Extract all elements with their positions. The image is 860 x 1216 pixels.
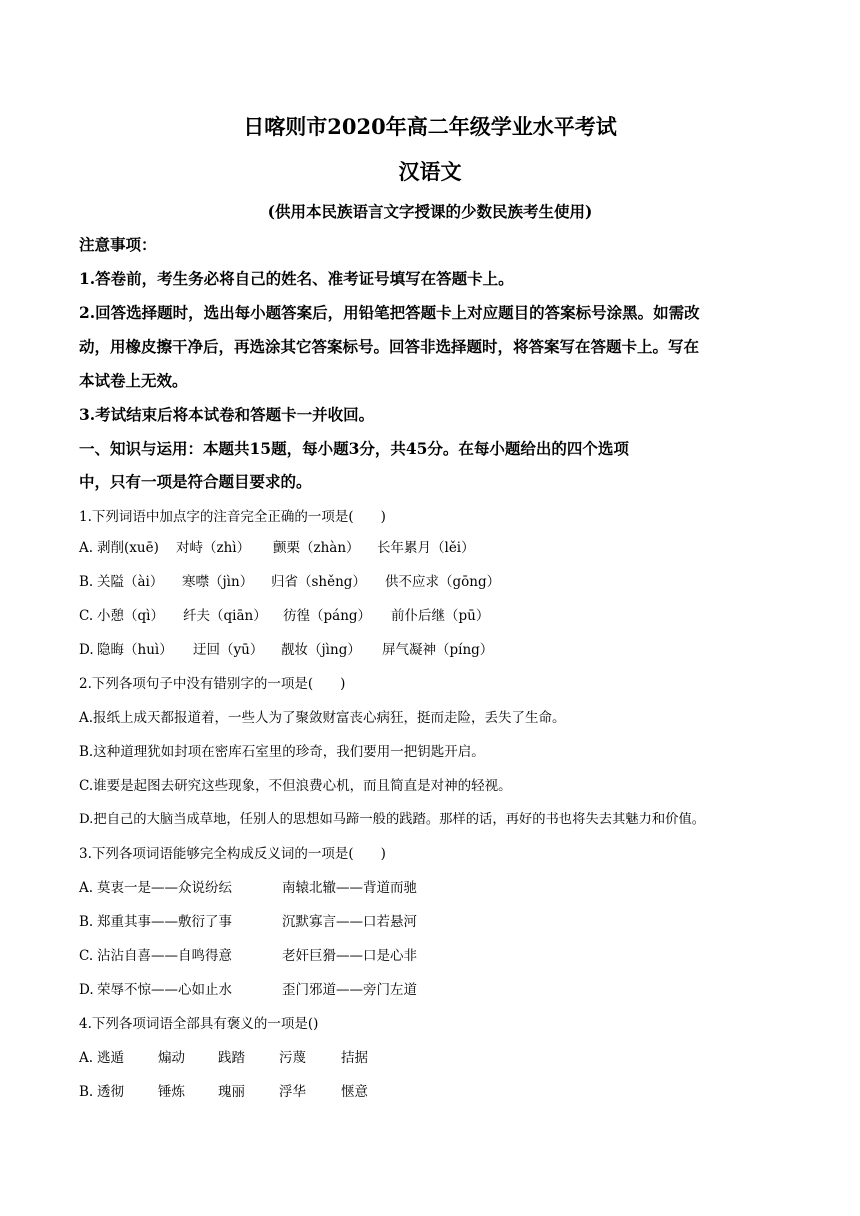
question-3-option-b (79, 911, 417, 933)
question-1-option-d (79, 639, 493, 661)
option-word: 供不应求（gōng） (385, 574, 501, 590)
question-3-option-a (79, 877, 417, 899)
option-letter: A. (79, 540, 94, 556)
question-1-option-b (79, 571, 500, 593)
option-word: 前仆后继（pū） (391, 608, 490, 624)
question-1-stem: 1.下列词语中加点字的注音完全正确的一项是( ) (79, 509, 386, 525)
question-1-option-a (79, 537, 475, 559)
option-pair: 莫衷一是——众说纷纭 (97, 880, 232, 896)
option-letter: D. (79, 982, 94, 998)
option-word: 践踏 (218, 1050, 245, 1066)
option-pair: 沾沾自喜——自鸣得意 (97, 948, 232, 964)
subject-title: 汉语文 (398, 159, 462, 184)
question-2-stem: 2.下列各项句子中没有错别字的一项是( ) (79, 676, 346, 692)
option-word: 瑰丽 (218, 1084, 245, 1100)
question-1-option-c (79, 605, 489, 627)
option-word: 靓妆（jìng） (281, 642, 361, 658)
option-word: 屏气凝神（píng） (382, 642, 494, 658)
option-word: 污蔑 (279, 1050, 306, 1066)
instruction-item-1: 1.答卷前，考生务必将自己的姓名、准考证号填写在答题卡上。 (79, 269, 514, 288)
option-word: 迂回（yū） (193, 642, 264, 658)
instruction-item-2-line-3: 本试卷上无效。 (79, 371, 188, 390)
option-word: 煽动 (158, 1050, 185, 1066)
option-letter: B. (79, 574, 94, 590)
question-4-option-a (79, 1047, 368, 1069)
instruction-item-3: 3.考试结束后将本试卷和答题卡一并收回。 (79, 405, 375, 424)
option-pair: 沉默寡言——口若悬河 (282, 914, 417, 930)
question-2-option-b: B.这种道理犹如封项在密库石室里的珍奇，我们要用一把钥匙开启。 (79, 744, 485, 760)
option-letter: A. (79, 880, 94, 896)
question-3-option-c (79, 945, 417, 967)
option-word: 拮据 (341, 1050, 368, 1066)
option-word: 惬意 (341, 1084, 368, 1100)
option-pair: 老奸巨猾——口是心非 (282, 948, 417, 964)
instructions-heading: 注意事项： (79, 235, 157, 254)
option-word: 归省（shěng） (271, 574, 366, 590)
option-pair: 荣辱不惊——心如止水 (97, 982, 232, 998)
option-pair: 南辕北辙——背道而驰 (282, 880, 417, 896)
instruction-item-2-line-2: 动，用橡皮擦干净后，再选涂其它答案标号。回答非选择题时，将答案写在答题卡上。写在 (79, 337, 700, 356)
option-letter: C. (79, 608, 94, 624)
option-word: 关隘（ài） (97, 574, 164, 590)
option-word: 对峙（zhì） (176, 540, 251, 556)
question-3-option-d (79, 979, 417, 1001)
option-word: 小憩（qì） (97, 608, 164, 624)
option-letter: C. (79, 948, 94, 964)
question-2-option-a: A.报纸上成天都报道着，一些人为了聚敛财富丧心病狂，挺而走险，丢失了生命。 (79, 710, 566, 726)
option-word: 颤栗（zhàn） (273, 540, 360, 556)
question-4-option-b (79, 1081, 368, 1103)
option-pair: 郑重其事——敷衍了事 (97, 914, 232, 930)
option-word: 彷徨（páng） (283, 608, 372, 624)
option-word: 逃遁 (97, 1050, 124, 1066)
option-letter: B. (79, 914, 94, 930)
option-word: 锤炼 (158, 1084, 185, 1100)
option-letter: D. (79, 642, 94, 658)
option-word: 浮华 (279, 1084, 306, 1100)
instruction-item-2-line-1: 2.回答选择题时，选出每小题答案后，用铅笔把答题卡上对应题目的答案标号涂黑。如需改 (79, 303, 700, 322)
option-pair: 歪门邪道——旁门左道 (282, 982, 417, 998)
section-1-heading-line-2: 中，只有一项是符合题目要求的。 (79, 472, 312, 491)
option-word: 隐晦（huì） (97, 642, 173, 658)
exam-title: 日喀则市2020年高二年级学业水平考试 (243, 114, 617, 139)
option-word: 长年累月（lěi） (377, 540, 475, 556)
option-letter: B. (79, 1084, 94, 1100)
section-1-heading-line-1: 一、知识与运用：本题共15题，每小题3分，共45分。在每小题给出的四个选项 (79, 439, 629, 458)
question-3-stem: 3.下列各项词语能够完全构成反义词的一项是( ) (79, 846, 386, 862)
question-2-option-c: C.谁要是起图去研究这些现象，不但浪费心机，而且简直是对神的轻视。 (79, 778, 512, 794)
option-word: 寒噤（jìn） (182, 574, 254, 590)
option-word: 透彻 (97, 1084, 124, 1100)
option-word: 剥削(xuē) (97, 540, 159, 556)
question-2-option-d: D.把自己的大脑当成草地，任别人的思想如马蹄一般的践踏。那样的话，再好的书也将失去其魅力和价值。 (79, 812, 706, 827)
question-4-stem: 4.下列各项词语全部具有褒义的一项是() (79, 1016, 319, 1032)
option-letter: A. (79, 1050, 94, 1066)
option-word: 纤夫（qiān） (183, 608, 267, 624)
exam-note: (供用本民族语言文字授课的少数民族考生使用) (267, 202, 593, 221)
